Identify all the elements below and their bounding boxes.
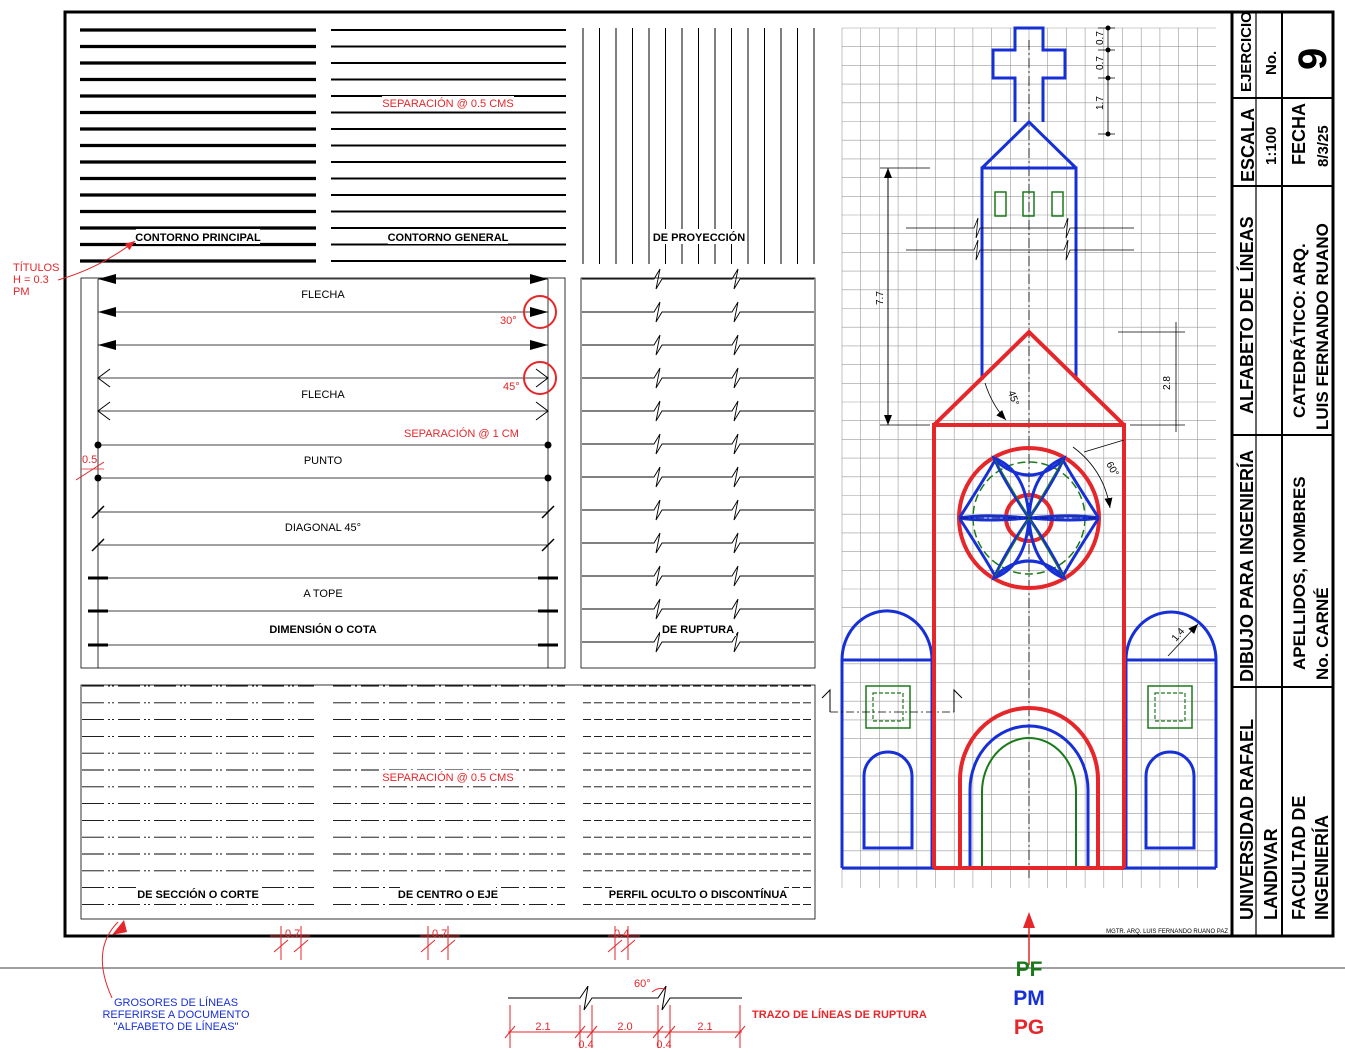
dim-d60: 60° [1103,460,1121,479]
label-punto: PUNTO [303,455,343,467]
tb-universidad-1: UNIVERSIDAD RAFAEL [1237,718,1257,920]
label-separacion-1cm: SEPARACIÓN @ 1 CM [404,428,519,440]
tb-carne: No. CARNÉ [1313,587,1332,680]
dim-d28: 2.8 [1162,376,1173,390]
rup-21a: 2.1 [535,1021,551,1033]
author-credit: MGTR. ARQ. LUIS FERNANDO RUANO PAZ [1106,929,1228,935]
label-contorno-general: CONTORNO GENERAL [387,232,509,244]
label-45: 45° [503,381,520,393]
label-flecha-2: FLECHA [301,389,345,401]
legend-pf: PF [1015,958,1043,981]
label-perfil-oculto: PERFIL OCULTO O DISCONTÍNUA [608,889,788,901]
grosores-line-3: "ALFABETO DE LÍNEAS" [113,1021,239,1033]
label-trazo: TRAZO DE LÍNEAS DE RUPTURA [752,1009,927,1021]
legend-pg: PG [1013,1016,1045,1039]
tb-curso: DIBUJO PARA INGENIERÍA [1237,449,1257,682]
tb-ejercicio-label: EJERCICIO [1238,11,1255,92]
legend-pm: PM [1013,987,1045,1010]
ruptura-detail [505,986,745,1048]
tb-fecha-label: FECHA [1289,103,1309,165]
dim-07a: 0.7 [285,928,301,940]
tb-fecha-val: 8/3/25 [1315,125,1332,167]
flechas-lines [88,274,558,668]
centro-lines [333,686,565,904]
church-drawing [822,26,1216,881]
dim-d17: 1.7 [1095,96,1106,110]
label-de-seccion: DE SECCIÓN O CORTE [137,889,259,901]
dim-04: 0.4 [614,928,630,940]
tb-catedratico-2: LUIS FERNANDO RUANO [1313,223,1332,430]
tb-escala-val: 1:100 [1263,126,1280,165]
rup-04b: 0.4 [656,1039,672,1051]
tb-no-label: No. [1263,50,1280,75]
dim-d77: 7.7 [875,291,886,305]
panel-flechas [81,278,565,668]
label-de-proyeccion: DE PROYECCIÓN [652,232,746,244]
panel-bottom [81,685,815,919]
contorno-principal-lines [80,30,316,261]
label-separacion-top: SEPARACIÓN @ 0.5 CMS [382,98,514,110]
label-a-tope: A TOPE [303,588,343,600]
rup-04a: 0.4 [578,1039,594,1051]
tb-titulo: ALFABETO DE LÍNEAS [1237,216,1257,414]
contorno-general-lines [331,30,566,261]
tb-ejercicio-num: 9 [1291,47,1335,70]
grosores-line-1: GROSORES DE LÍNEAS [113,997,239,1009]
label-30: 30° [500,315,517,327]
rup-20: 2.0 [617,1021,633,1033]
tb-universidad-2: LANDIVAR [1261,828,1281,920]
panel-ruptura [581,278,815,668]
label-flecha-1: FLECHA [301,289,345,301]
titulos-line-2: H = 0.3 [13,274,49,286]
dim-d07b: 0.7 [1095,56,1106,70]
seccion-lines [82,686,314,904]
ruptura-lines [582,269,814,652]
grosores-line-2: REFERIRSE A DOCUMENTO [102,1009,250,1021]
tb-facultad-2: INGENIERÍA [1312,814,1332,920]
tb-apellidos: APELLIDOS, NOMBRES [1290,476,1309,670]
label-diagonal: DIAGONAL 45° [284,522,362,534]
label-de-ruptura: DE RUPTURA [661,624,735,636]
label-contorno-principal: CONTORNO PRINCIPAL [135,232,261,244]
label-dimension: DIMENSIÓN O COTA [269,624,377,636]
dim-d45: 45° [1005,389,1021,408]
label-separacion-mid: SEPARACIÓN @ 0.5 CMS [382,772,514,784]
proyeccion-lines [583,28,814,264]
titulos-line-3: PM [13,286,30,298]
tb-escala-label: ESCALA [1238,107,1258,182]
rup-21b: 2.1 [697,1021,713,1033]
titulos-line-1: TÍTULOS [13,262,60,274]
dim-07b: 0.7 [432,928,448,940]
oculto-lines [583,686,814,904]
rup-60: 60° [634,978,651,990]
dim-d14: 1.4 [1169,626,1188,644]
label-de-centro: DE CENTRO O EJE [397,889,499,901]
dim-d07a: 0.7 [1095,31,1106,45]
tb-catedratico-1: CATEDRÁTICO: ARQ. [1290,243,1309,418]
label-05: 0.5 [82,454,98,466]
tb-facultad-1: FACULTAD DE [1289,795,1309,920]
